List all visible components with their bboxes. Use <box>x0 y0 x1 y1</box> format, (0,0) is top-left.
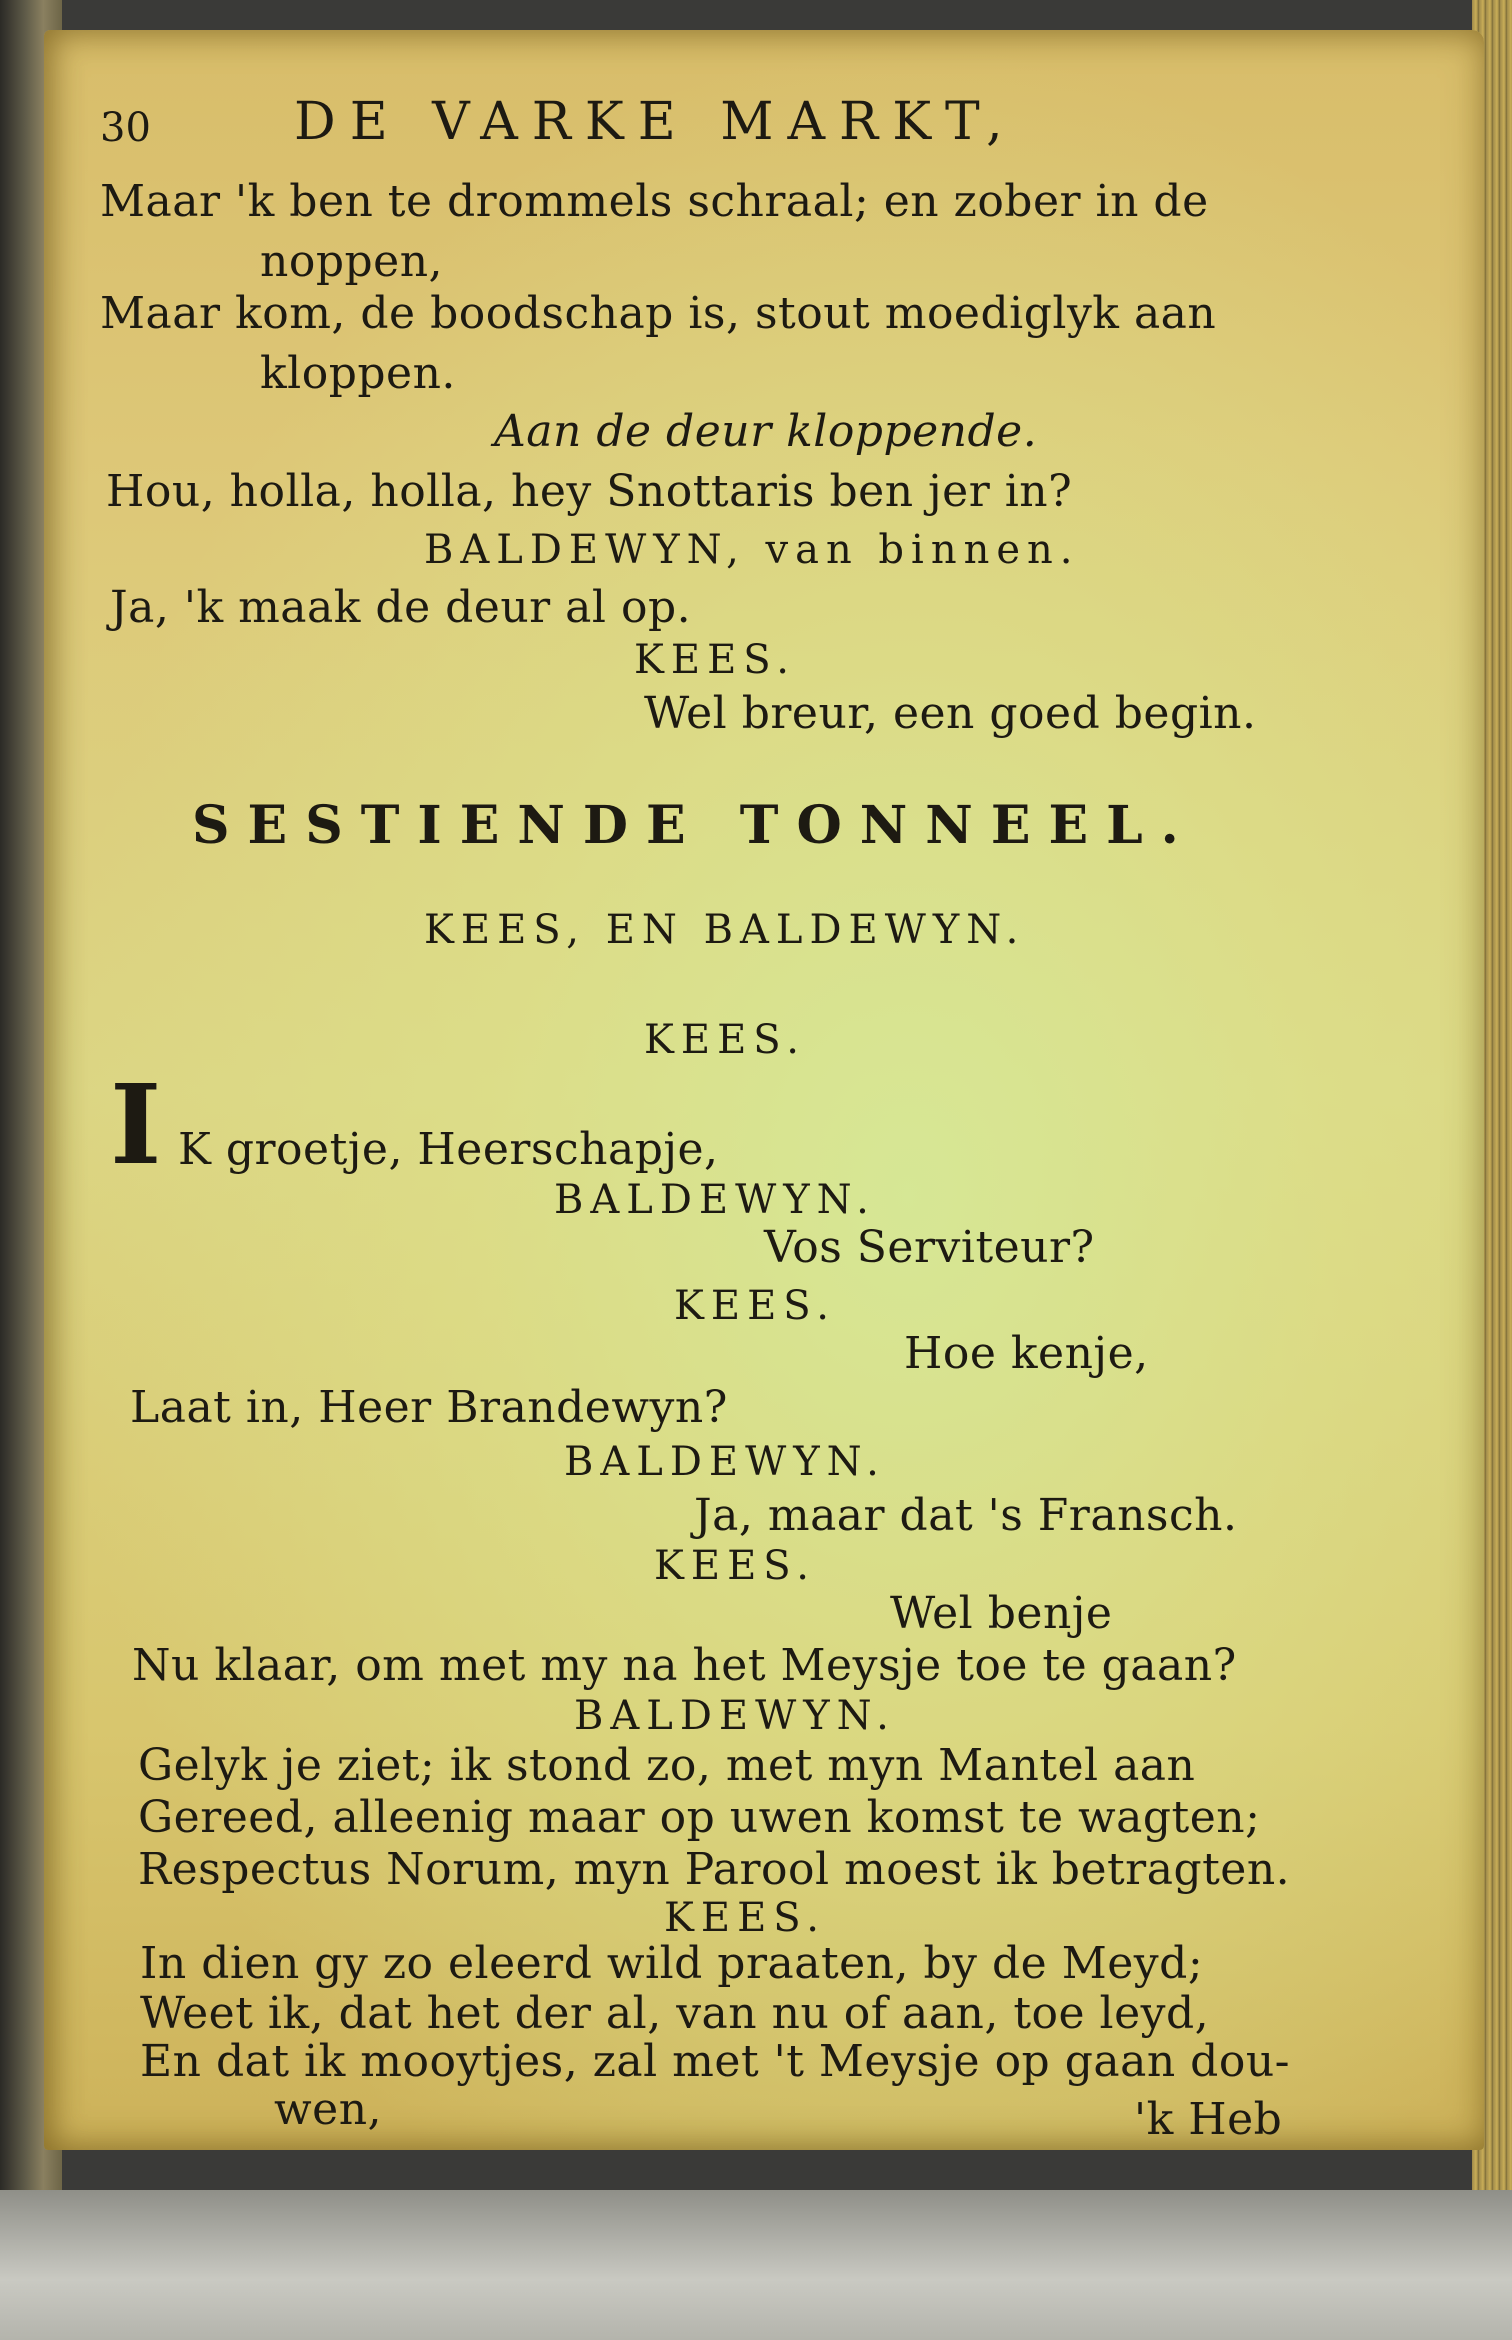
text-line: K groetje, Heerschapje, <box>178 1124 719 1175</box>
scene-title: SESTIENDE TONNEEL. <box>192 795 1197 856</box>
text-line: Vos Serviteur? <box>764 1222 1095 1273</box>
text-line: Wel breur, een goed begin. <box>644 688 1257 739</box>
scene-characters: KEES, EN BALDEWYN. <box>424 907 1026 953</box>
speaker-label: KEES. <box>674 1283 836 1329</box>
drop-cap: I <box>110 1060 162 1189</box>
text-line: Ja, 'k maak de deur al op. <box>110 582 692 633</box>
text-line: Nu klaar, om met my na het Meysje toe te gaan? <box>132 1640 1237 1691</box>
text-line: Gelyk je ziet; ik stond zo, met myn Mantel aan <box>138 1740 1196 1791</box>
speaker-label: KEES. <box>654 1543 816 1589</box>
text-line: wen, <box>274 2084 383 2135</box>
text-line: Maar 'k ben te drommels schraal; en zober in de <box>100 176 1209 227</box>
speaker-label: KEES. <box>664 1895 826 1941</box>
text-line: noppen, <box>260 236 444 287</box>
catchword: 'k Heb <box>1134 2094 1283 2145</box>
page-number: 30 <box>100 105 151 151</box>
running-head: DE VARKE MARKT, <box>294 92 1017 152</box>
text-line: kloppen. <box>260 348 456 399</box>
text-line: Gereed, alleenig maar op uwen komst te wagten; <box>138 1792 1261 1843</box>
text-line: Weet ik, dat het der al, van nu of aan, toe leyd, <box>140 1988 1210 2039</box>
text-line: Laat in, Heer Brandewyn? <box>130 1382 728 1433</box>
speaker-label: KEES. <box>644 1017 806 1063</box>
speaker-label: KEES. <box>634 637 796 683</box>
book-page <box>44 30 1484 2150</box>
text-line: Respectus Norum, myn Parool moest ik betragten. <box>138 1844 1291 1895</box>
background-cloth <box>0 2190 1512 2340</box>
text-line: Maar kom, de boodschap is, stout moediglyk aan <box>100 288 1217 339</box>
text-line: Wel benje <box>890 1588 1113 1639</box>
speaker-label: BALDEWYN. <box>554 1177 876 1223</box>
text-line: Hoe kenje, <box>904 1328 1149 1379</box>
speaker-label: BALDEWYN. <box>564 1439 886 1485</box>
text-line: Ja, maar dat 's Fransch. <box>694 1490 1238 1541</box>
text-line: En dat ik mooytjes, zal met 't Meysje op gaan dou- <box>140 2036 1291 2087</box>
text-line: In dien gy zo eleerd wild praaten, by de Meyd; <box>140 1938 1204 1989</box>
text-line: Hou, holla, holla, hey Snottaris ben jer in? <box>106 466 1073 517</box>
stage-direction: Aan de deur kloppende. <box>494 406 1038 457</box>
speaker-label: BALDEWYN, van binnen. <box>424 527 1080 573</box>
speaker-label: BALDEWYN. <box>574 1693 896 1739</box>
